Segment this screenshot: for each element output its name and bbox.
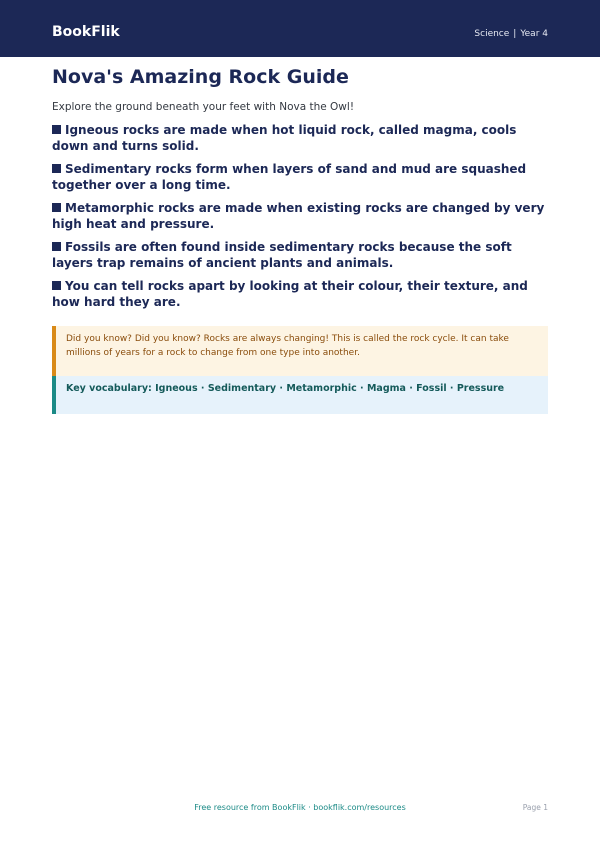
vocabulary-text: Key vocabulary: Igneous · Sedimentary · Metamorphic · Magma · Fossil · Pressure <box>66 383 505 394</box>
callout-text: Did you know? Did you know? Rocks are always changing! This is called the rock cycle. It can take millions of years for a rock to change from one type into another. <box>66 334 509 358</box>
header-bar <box>0 0 600 57</box>
fact-text: You can tell rocks apart by looking at their colour, their texture, and how hard they are. <box>52 279 528 309</box>
subject-label: Science <box>474 29 510 39</box>
fact-text: Metamorphic rocks are made when existing rocks are changed by very high heat and pressure. <box>52 201 545 231</box>
fact-text: Igneous rocks are made when hot liquid rock, called magma, cools down and turns solid. <box>52 123 517 153</box>
list-item <box>52 122 552 154</box>
fact-text: Sedimentary rocks form when layers of sand and mud are squashed together over a long time. <box>52 162 527 192</box>
meta-separator: | <box>513 29 517 39</box>
fact-list <box>52 122 552 317</box>
list-item <box>52 161 552 193</box>
brand-logo[interactable]: BookFlik <box>52 24 120 40</box>
square-bullet-icon <box>52 203 61 212</box>
vocabulary-box <box>52 376 548 414</box>
fact-text: Fossils are often found inside sedimentary rocks because the soft layers trap remains of ancient plants and animals. <box>52 240 512 270</box>
page-number: Page 1 <box>522 803 548 812</box>
page-title: Nova's Amazing Rock Guide <box>52 66 349 88</box>
list-item <box>52 278 552 310</box>
footer-link[interactable]: Free resource from BookFlik · bookflik.com/resources <box>194 803 406 812</box>
year-label: Year 4 <box>520 29 548 39</box>
square-bullet-icon <box>52 242 61 251</box>
square-bullet-icon <box>52 281 61 290</box>
list-item <box>52 200 552 232</box>
intro-text: Explore the ground beneath your feet with Nova the Owl! <box>52 101 355 113</box>
did-you-know-callout <box>52 326 548 376</box>
square-bullet-icon <box>52 164 61 173</box>
header-meta <box>474 28 548 40</box>
square-bullet-icon <box>52 125 61 134</box>
list-item <box>52 239 552 271</box>
